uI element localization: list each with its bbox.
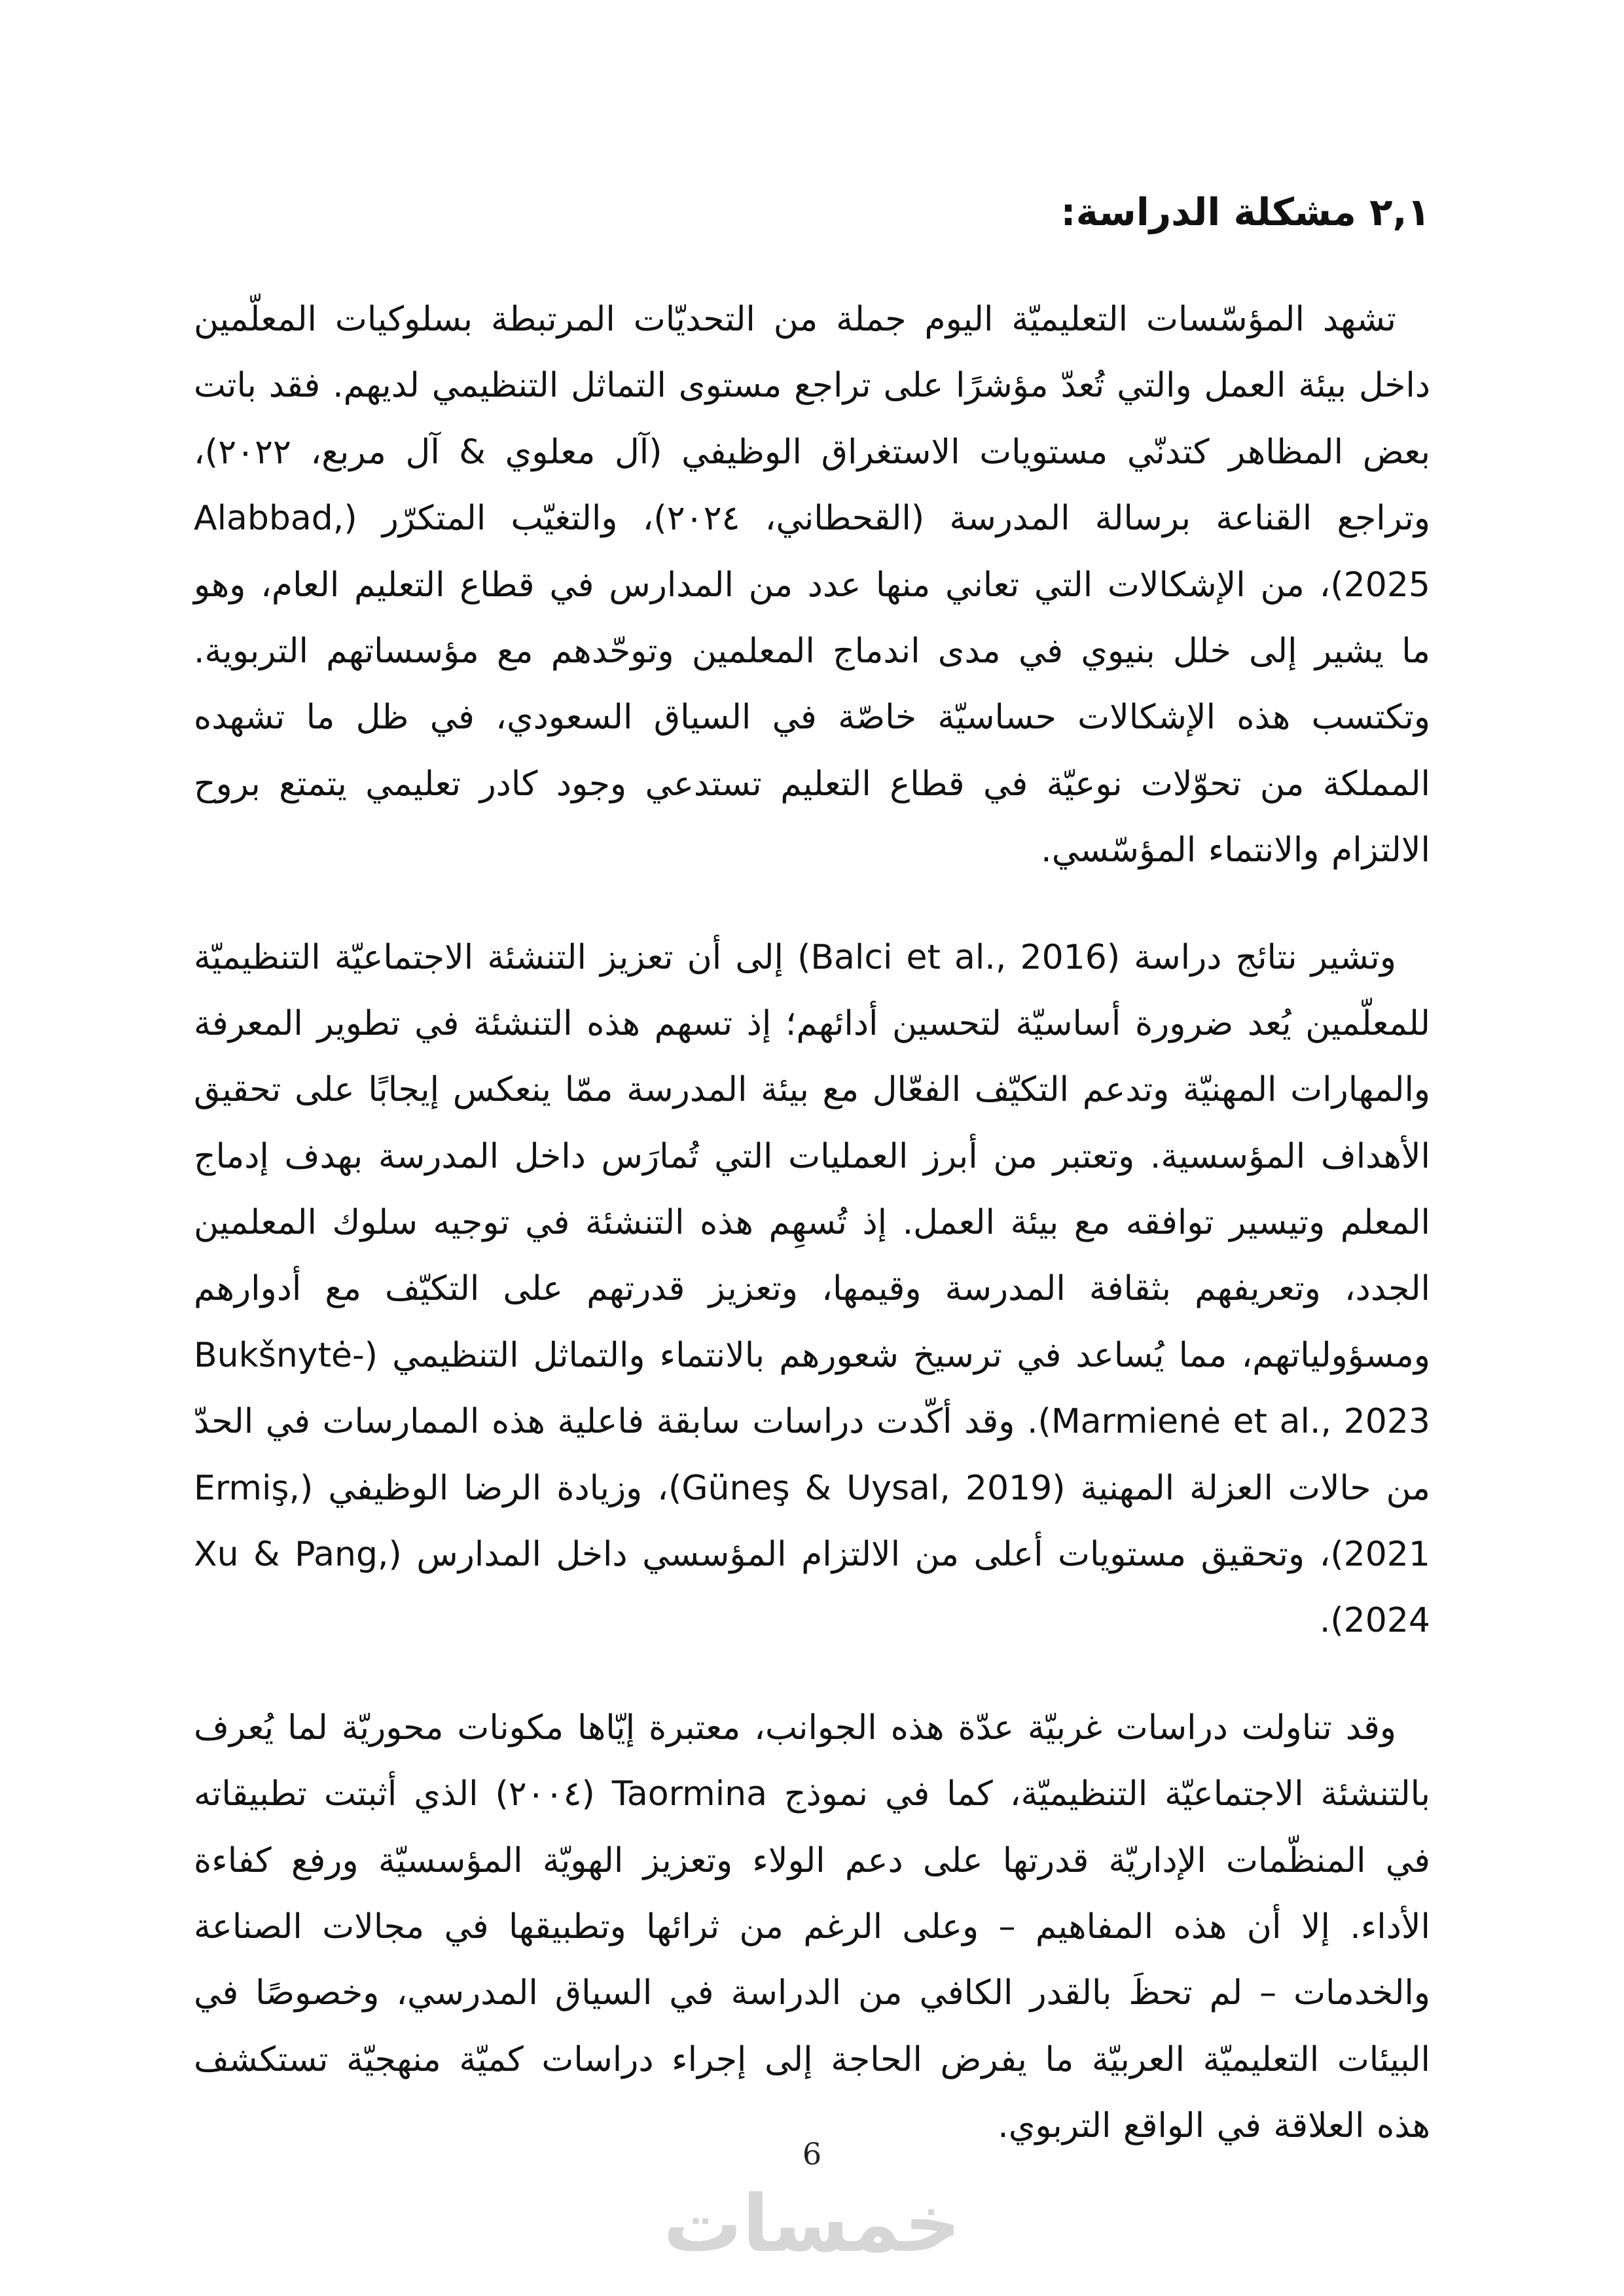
paragraph-1: تشهد المؤسّسات التعليميّة اليوم جملة من التحديّات المرتبطة بسلوكيات المعلّمين داخل بيئة العمل والتي تُعدّ مؤشرًا على تراجع مستوى التماثل التنظيمي لديهم. فقد باتت بعض المظاهر كتدنّي مستويات الاستغراق الوظيفي (آل معلوي & آل مربع، ٢٠٢٢)، وتراجع القناعة برسالة المدرسة (القحطاني، ٢٠٢٤)، والتغيّب المتكرّر (Alabbad, 2025)، من الإشكالات التي تعاني منها عدد من المدارس في قطاع التعليم العام، وهو ما يشير إلى خلل بنيوي في مدى اندماج المعلمين وتوحّدهم مع مؤسساتهم التربوية. وتكتسب هذه الإشكالات حساسيّة خاصّة في السياق السعودي، في ظل ما تشهده المملكة من تحوّلات نوعيّة في قطاع التعليم تستدعي وجود كادر تعليمي يتمتع بروح الالتزام والانتماء المؤسّسي. [194,300,1430,870]
document-body [194,190,1430,2160]
section-heading: ٢,١ مشكلة الدراسة: [1060,190,1430,234]
page-number: 6 [802,2136,822,2172]
paragraph-2: وتشير نتائج دراسة (Balci et al., 2016) إلى أن تعزيز التنشئة الاجتماعيّة التنظيميّة للمعلّمين يُعد ضرورة أساسيّة لتحسين أدائهم؛ إذ تسهم هذه التنشئة في تطوير المعرفة والمهارات المهنيّة وتدعم التكيّف الفعّال مع بيئة المدرسة ممّا ينعكس إيجابًا على تحقيق الأهداف المؤسسية. وتعتبر من أبرز العمليات التي تُمارَس داخل المدرسة بهدف إدماج المعلم وتيسير توافقه مع بيئة العمل. إذ تُسهِم هذه التنشئة في توجيه سلوك المعلمين الجدد، وتعريفهم بثقافة المدرسة وقيمها، وتعزيز قدرتهم على التكيّف مع أدوارهم ومسؤولياتهم، مما يُساعد في ترسيخ شعورهم بالانتماء والتماثل التنظيمي (Bukšnytė-Marmienė et al., 2023). وقد أكّدت دراسات سابقة فاعلية هذه الممارسات في الحدّ من حالات العزلة المهنية (Güneş & Uysal, 2019)، وزيادة الرضا الوظيفي (Ermiş, 2021)، وتحقيق مستويات أعلى من الالتزام المؤسسي داخل المدارس (Xu & Pang, 2024). [194,937,1430,1641]
paragraph-3: وقد تناولت دراسات غربيّة عدّة هذه الجوانب، معتبرة إيّاها مكونات محوريّة لما يُعرف بالتنشئة الاجتماعيّة التنظيميّة، كما في نموذج Taormina (٢٠٠٤) الذي أثبتت تطبيقاته في المنظّمات الإداريّة قدرتها على دعم الولاء وتعزيز الهويّة المؤسسيّة ورفع كفاءة الأداء. إلا أن هذه المفاهيم – وعلى الرغم من ثرائها وتطبيقها في مجالات الصناعة والخدمات – لم تحظَ بالقدر الكافي من الدراسة في السياق المدرسي، وخصوصًا في البيئات التعليميّة العربيّة ما يفرض الحاجة إلى إجراء دراسات كميّة منهجيّة تستكشف هذه العلاقة في الواقع التربوي. [194,1708,1430,2146]
khamsat-watermark-logo: خمسات [663,2179,961,2270]
